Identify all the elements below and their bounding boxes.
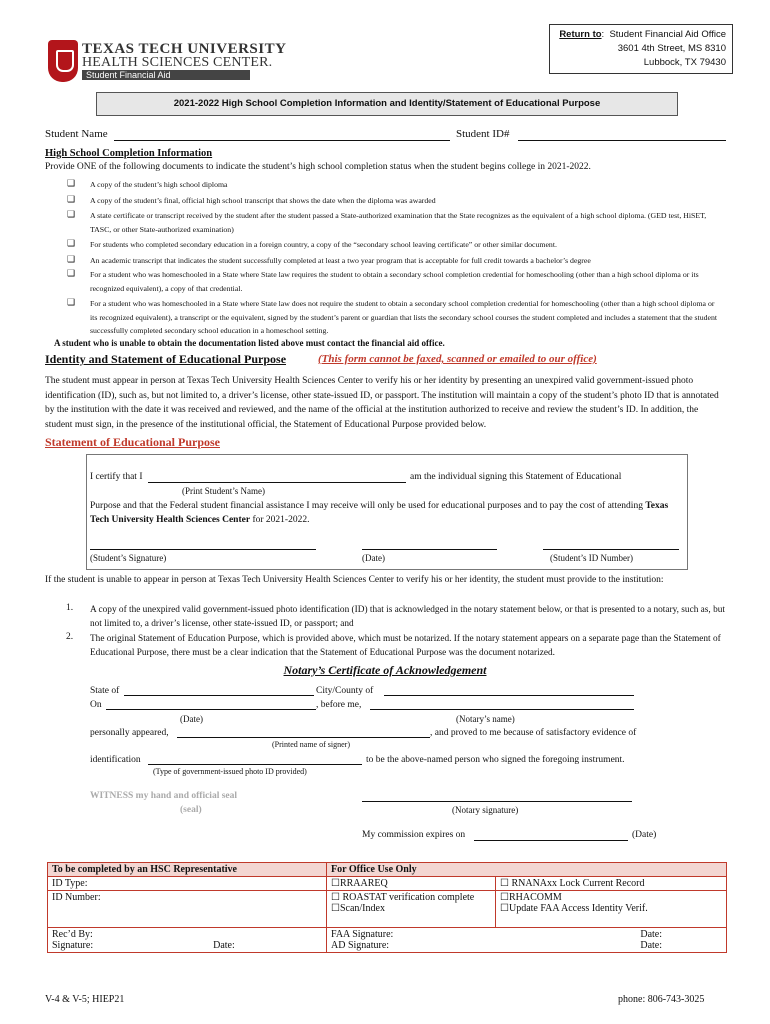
university-seal-icon [48, 40, 78, 82]
witness-text: WITNESS my hand and official seal [90, 791, 238, 801]
identity-heading: Identity and Statement of Educational Purpose [45, 352, 287, 366]
checkbox-icon[interactable]: ❑ [67, 254, 76, 264]
signer-name-line[interactable] [177, 737, 430, 738]
list-number: 1. [66, 603, 74, 613]
chk-roastat-scan[interactable]: ☐ ROASTAT verification complete ☐Scan/Index [327, 891, 496, 928]
hsc-header: To be completed by an HSC Representative [48, 863, 327, 877]
checkbox-icon[interactable]: ❑ [67, 297, 76, 307]
id-type-line[interactable] [148, 764, 362, 765]
hs-option-item: For a student who was homeschooled in a State where State law does not require the student to obtain a secondary school completion credential for homeschooling (other than a high school diploma or its recognized equivalent), a transcript or the equivalent, signed by the student’s parent or guardian that lists the secondary school courses the student completed and includes a statement that the student successfully completed secondary school education in a homeschool setting. [90, 299, 718, 335]
on-label: On [90, 700, 102, 710]
id-number-caption: (Student’s ID Number) [550, 553, 633, 563]
unable-list-item: A copy of the unexpired valid government-issued photo identification (ID) that is acknowledged in the notary statement below, or that is presented to a notary, such as, but not limited to, a driver’s license, other state-issued ID, or passport; and [90, 605, 725, 629]
am-the-text: am the individual signing this Statement of Educational [410, 472, 622, 482]
type-id-caption: (Type of government-issued photo ID provided) [153, 767, 307, 776]
hs-option-item: For students who completed secondary education in a foreign country, a copy of the “secondary school leaving certificate” or other similar document. [90, 240, 557, 249]
unable-paragraph: If the student is unable to appear in person at Texas Tech University Health Sciences Center to verify his or her identity, the student must provide to the institution: [45, 575, 664, 585]
id-type-cell[interactable]: ID Type: [48, 877, 327, 891]
form-title: 2021-2022 High School Completion Information and Identity/Statement of Educational Purpose [96, 92, 678, 116]
notary-signature-caption: (Notary signature) [452, 805, 519, 815]
state-of-label: State of [90, 686, 120, 696]
before-me-label: , before me, [316, 700, 362, 710]
footer-form-code: V-4 & V-5; HIEP21 [45, 994, 125, 1005]
hs-option-item: A state certificate or transcript received by the student after the student passed a State-authorized examination that the State recognizes as the equivalent of a high school diploma. (GED test, HiSET, TASC, or other State-authorized examination) [90, 211, 707, 234]
date-line[interactable] [362, 549, 497, 550]
student-name-label: Student Name [45, 128, 108, 140]
student-id-label: Student ID# [456, 128, 510, 140]
student-id-number-line[interactable] [543, 549, 679, 550]
hs-option-item: For a student who was homeschooled in a State where State law requires the student to obtain a secondary school completion credential for homeschooling (other than a high school diploma or its recognized equivalent), a copy of that credential. [90, 270, 699, 293]
date-caption-notary: (Date) [180, 714, 203, 724]
commission-date-caption: (Date) [632, 830, 657, 840]
return-to-street: 3601 4th Street, MS 8310 [617, 43, 726, 54]
for-year: for 2021-2022. [252, 515, 310, 525]
hs-option-item: A copy of the student’s final, official high school transcript that shows the date when the diploma was awarded [90, 196, 436, 205]
chk-rhacomm-update[interactable]: ☐RHACOMM ☐Update FAA Access Identity Verif. [496, 891, 727, 928]
notary-signature-line[interactable] [362, 801, 632, 802]
on-date-line[interactable] [106, 709, 316, 710]
proved-text: , and proved to me because of satisfactory evidence of [430, 728, 637, 738]
hs-option-item: A copy of the student’s high school diploma [90, 180, 228, 189]
personally-label: personally appeared, [90, 728, 169, 738]
purpose-text [90, 499, 684, 527]
faa-ad-signature-cell[interactable]: FAA Signature: Date: AD Signature: Date: [327, 928, 727, 953]
purpose-sentence: Purpose and that the Federal student financial assistance I may receive will only be used for educational purposes and to pay the cost of attending [90, 501, 643, 511]
identification-label: identification [90, 755, 141, 765]
certify-text: I certify that I [90, 472, 143, 482]
checkbox-icon[interactable]: ❑ [67, 178, 76, 188]
above-named-text: to be the above-named person who signed the foregoing instrument. [366, 755, 625, 765]
notary-name-line[interactable] [370, 709, 634, 710]
identity-paragraph: The student must appear in person at Texas Tech University Health Sciences Center to verify his or her identity by presenting an unexpired valid government-issued photo identification (ID), such as, but not limited to, a driver’s license, other state-issued ID, or passport. The institution will maintain a copy of the student’s photo ID that is annotated by the institution with the date it was received and reviewed, and the name of the official at the institution authorized to receive and review the student’s ID. In addition, the student must sign, in the presence of the institutional official, the Statement of Educational Purpose provided below. [45, 376, 719, 430]
signature-caption: (Student’s Signature) [90, 553, 167, 563]
chk-rnanaxx[interactable]: ☐ RNANAxx Lock Current Record [496, 877, 727, 891]
logo-line-1: TEXAS TECH UNIVERSITY [82, 41, 287, 57]
notary-heading: Notary’s Certificate of Acknowledgement [283, 663, 487, 677]
chk-rraareq[interactable]: ☐RRAAREQ [327, 877, 496, 891]
return-to-office: Student Financial Aid Office [609, 29, 726, 40]
school-name: Texas Tech University Health Sciences Center [90, 501, 669, 525]
commission-label: My commission expires on [362, 830, 466, 840]
print-name-line[interactable] [148, 482, 406, 483]
return-to-city: Lubbock, TX 79430 [643, 57, 726, 68]
sep-heading: Statement of Educational Purpose [45, 435, 220, 449]
office-header: For Office Use Only [327, 863, 727, 877]
hs-intro: Provide ONE of the following documents to indicate the student’s high school completion status when the student begins college in 2021-2022. [45, 162, 591, 172]
office-use-table [47, 862, 727, 953]
id-number-cell[interactable]: ID Number: [48, 891, 327, 928]
footer-phone: phone: 806-743-3025 [618, 994, 705, 1005]
hs-heading: High School Completion Information [45, 148, 213, 159]
hs-note: A student who is unable to obtain the documentation listed above must contact the financial aid office. [54, 338, 445, 348]
recd-by-cell[interactable]: Rec’d By: Signature: Date: [48, 928, 327, 953]
logo-line-2: HEALTH SCIENCES CENTER. [82, 55, 273, 70]
city-county-label: City/County of [316, 686, 374, 696]
seal-text: (seal) [180, 805, 202, 815]
return-to-box: Return to: Student Financial Aid Office 3601 4th Street, MS 8310 Lubbock, TX 79430 [549, 24, 733, 74]
checkbox-icon[interactable]: ❑ [67, 209, 76, 219]
printed-signer-caption: (Printed name of signer) [272, 740, 350, 749]
student-signature-line[interactable] [90, 549, 316, 550]
city-county-line[interactable] [384, 695, 634, 696]
hs-option-item: An academic transcript that indicates the student successfully completed at least a two year program that is acceptable for full credit towards a bachelor’s degree [90, 256, 591, 265]
student-id-line[interactable] [518, 140, 726, 141]
list-number: 2. [66, 632, 74, 642]
logo-line-3: Student Financial Aid [82, 70, 250, 80]
date-caption: (Date) [362, 553, 385, 563]
checkbox-icon[interactable]: ❑ [67, 238, 76, 248]
commission-date-line[interactable] [474, 840, 628, 841]
state-of-line[interactable] [124, 695, 314, 696]
identity-note: (This form cannot be faxed, scanned or emailed to our office) [318, 353, 597, 365]
print-name-caption: (Print Student’s Name) [182, 486, 265, 496]
return-to-label: Return to [559, 29, 602, 40]
checkbox-icon[interactable]: ❑ [67, 268, 76, 278]
notary-name-caption: (Notary’s name) [456, 714, 515, 724]
checkbox-icon[interactable]: ❑ [67, 194, 76, 204]
unable-list-item: The original Statement of Education Purpose, which is provided above, which must be notarized. If the notary statement appears on a separate page than the Statement of Educational Purpose, there must be a clear indication that the Statement of Educational Purpose was the document notarized. [90, 634, 721, 658]
student-name-line[interactable] [114, 140, 450, 141]
